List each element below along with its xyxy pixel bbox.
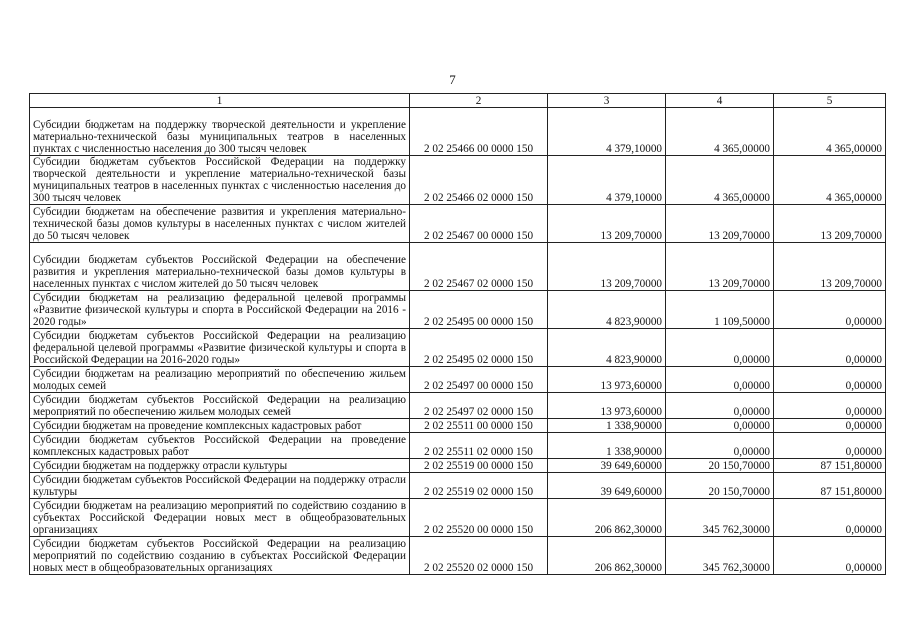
amount-column-5: 0,00000 bbox=[774, 291, 886, 329]
row-description: Субсидии бюджетам на поддержку отрасли культуры bbox=[30, 459, 410, 473]
amount-column-4: 4 365,00000 bbox=[666, 108, 774, 156]
column-header: 5 bbox=[774, 94, 886, 108]
amount-column-3: 1 338,90000 bbox=[548, 433, 666, 459]
budget-classification-code: 2 02 25495 02 0000 150 bbox=[410, 329, 548, 367]
table-row bbox=[30, 433, 886, 459]
column-header: 1 bbox=[30, 94, 410, 108]
budget-classification-code: 2 02 25495 00 0000 150 bbox=[410, 291, 548, 329]
amount-column-5: 0,00000 bbox=[774, 433, 886, 459]
budget-classification-code: 2 02 25520 02 0000 150 bbox=[410, 537, 548, 575]
amount-column-4: 13 209,70000 bbox=[666, 243, 774, 291]
table-row bbox=[30, 205, 886, 243]
row-description: Субсидии бюджетам субъектов Российской Федерации на поддержку отрасли культуры bbox=[30, 473, 410, 499]
table-row bbox=[30, 243, 886, 291]
table-row bbox=[30, 291, 886, 329]
amount-column-5: 4 365,00000 bbox=[774, 108, 886, 156]
row-description: Субсидии бюджетам на проведение комплексных кадастровых работ bbox=[30, 419, 410, 433]
budget-classification-code: 2 02 25467 00 0000 150 bbox=[410, 205, 548, 243]
amount-column-3: 39 649,60000 bbox=[548, 473, 666, 499]
amount-column-5: 13 209,70000 bbox=[774, 205, 886, 243]
budget-classification-code: 2 02 25497 00 0000 150 bbox=[410, 367, 548, 393]
amount-column-5: 0,00000 bbox=[774, 499, 886, 537]
budget-classification-code: 2 02 25511 02 0000 150 bbox=[410, 433, 548, 459]
amount-column-3: 13 209,70000 bbox=[548, 243, 666, 291]
amount-column-3: 4 379,10000 bbox=[548, 108, 666, 156]
row-description: Субсидии бюджетам субъектов Российской Федерации на реализацию федеральной целевой программы «Развитие физической культуры и спорта в Российской Федерации на 2016-2020 годы» bbox=[30, 329, 410, 367]
amount-column-5: 0,00000 bbox=[774, 419, 886, 433]
budget-classification-code: 2 02 25519 02 0000 150 bbox=[410, 473, 548, 499]
budget-classification-code: 2 02 25511 00 0000 150 bbox=[410, 419, 548, 433]
amount-column-3: 13 209,70000 bbox=[548, 205, 666, 243]
amount-column-4: 1 109,50000 bbox=[666, 291, 774, 329]
amount-column-4: 20 150,70000 bbox=[666, 459, 774, 473]
row-description: Субсидии бюджетам субъектов Российской Федерации на поддержку творческой деятельности и укрепление материально-технической базы муниципальных театров в населенных пунктах с численностью населения до 300 тысяч человек bbox=[30, 156, 410, 205]
budget-classification-code: 2 02 25519 00 0000 150 bbox=[410, 459, 548, 473]
amount-column-3: 1 338,90000 bbox=[548, 419, 666, 433]
amount-column-3: 13 973,60000 bbox=[548, 393, 666, 419]
amount-column-5: 13 209,70000 bbox=[774, 243, 886, 291]
amount-column-5: 0,00000 bbox=[774, 329, 886, 367]
table-row bbox=[30, 537, 886, 575]
amount-column-4: 0,00000 bbox=[666, 419, 774, 433]
table-row bbox=[30, 367, 886, 393]
table-row bbox=[30, 156, 886, 205]
table-row bbox=[30, 393, 886, 419]
table-header-row bbox=[30, 94, 886, 108]
amount-column-5: 0,00000 bbox=[774, 393, 886, 419]
amount-column-5: 0,00000 bbox=[774, 537, 886, 575]
amount-column-3: 206 862,30000 bbox=[548, 537, 666, 575]
table-row bbox=[30, 499, 886, 537]
table-row bbox=[30, 473, 886, 499]
row-description: Субсидии бюджетам субъектов Российской Федерации на реализацию мероприятий по содействию созданию в субъектах Российской Федерации новых мест в общеобразовательных организациях bbox=[30, 537, 410, 575]
amount-column-4: 0,00000 bbox=[666, 329, 774, 367]
table-row bbox=[30, 459, 886, 473]
amount-column-4: 13 209,70000 bbox=[666, 205, 774, 243]
table-row bbox=[30, 329, 886, 367]
amount-column-5: 87 151,80000 bbox=[774, 473, 886, 499]
table-row bbox=[30, 108, 886, 156]
amount-column-3: 39 649,60000 bbox=[548, 459, 666, 473]
amount-column-4: 0,00000 bbox=[666, 433, 774, 459]
column-header: 2 bbox=[410, 94, 548, 108]
amount-column-4: 0,00000 bbox=[666, 393, 774, 419]
amount-column-5: 0,00000 bbox=[774, 367, 886, 393]
row-description: Субсидии бюджетам субъектов Российской Федерации на обеспечение развития и укрепления материально-технической базы домов культуры в населенных пунктах с числом жителей до 50 тысяч человек bbox=[30, 243, 410, 291]
page-number: 7 bbox=[449, 72, 456, 87]
amount-column-3: 4 823,90000 bbox=[548, 291, 666, 329]
budget-classification-code: 2 02 25466 00 0000 150 bbox=[410, 108, 548, 156]
amount-column-5: 4 365,00000 bbox=[774, 156, 886, 205]
row-description: Субсидии бюджетам на реализацию мероприятий по обеспечению жильем молодых семей bbox=[30, 367, 410, 393]
column-header: 4 bbox=[666, 94, 774, 108]
amount-column-5: 87 151,80000 bbox=[774, 459, 886, 473]
amount-column-4: 20 150,70000 bbox=[666, 473, 774, 499]
amount-column-4: 4 365,00000 bbox=[666, 156, 774, 205]
row-description: Субсидии бюджетам субъектов Российской Федерации на реализацию мероприятий по обеспечению жильем молодых семей bbox=[30, 393, 410, 419]
amount-column-3: 206 862,30000 bbox=[548, 499, 666, 537]
amount-column-3: 4 379,10000 bbox=[548, 156, 666, 205]
row-description: Субсидии бюджетам на поддержку творческой деятельности и укрепление материально-технической базы муниципальных театров в населенных пунктах с численностью населения до 300 тысяч человек bbox=[30, 108, 410, 156]
column-header: 3 bbox=[548, 94, 666, 108]
row-description: Субсидии бюджетам субъектов Российской Федерации на проведение комплексных кадастровых работ bbox=[30, 433, 410, 459]
row-description: Субсидии бюджетам на реализацию федеральной целевой программы «Развитие физической культуры и спорта в Российской Федерации на 2016 - 2020 годы» bbox=[30, 291, 410, 329]
row-description: Субсидии бюджетам на обеспечение развития и укрепления материально-технической базы домов культуры в населенных пунктах с числом жителей до 50 тысяч человек bbox=[30, 205, 410, 243]
budget-subsidies-table bbox=[29, 93, 886, 575]
amount-column-4: 345 762,30000 bbox=[666, 499, 774, 537]
amount-column-3: 4 823,90000 bbox=[548, 329, 666, 367]
amount-column-3: 13 973,60000 bbox=[548, 367, 666, 393]
table-row bbox=[30, 419, 886, 433]
row-description: Субсидии бюджетам на реализацию мероприятий по содействию созданию в субъектах Российской Федерации новых мест в общеобразовательных организациях bbox=[30, 499, 410, 537]
amount-column-4: 0,00000 bbox=[666, 367, 774, 393]
budget-classification-code: 2 02 25497 02 0000 150 bbox=[410, 393, 548, 419]
amount-column-4: 345 762,30000 bbox=[666, 537, 774, 575]
budget-classification-code: 2 02 25466 02 0000 150 bbox=[410, 156, 548, 205]
budget-classification-code: 2 02 25467 02 0000 150 bbox=[410, 243, 548, 291]
budget-classification-code: 2 02 25520 00 0000 150 bbox=[410, 499, 548, 537]
